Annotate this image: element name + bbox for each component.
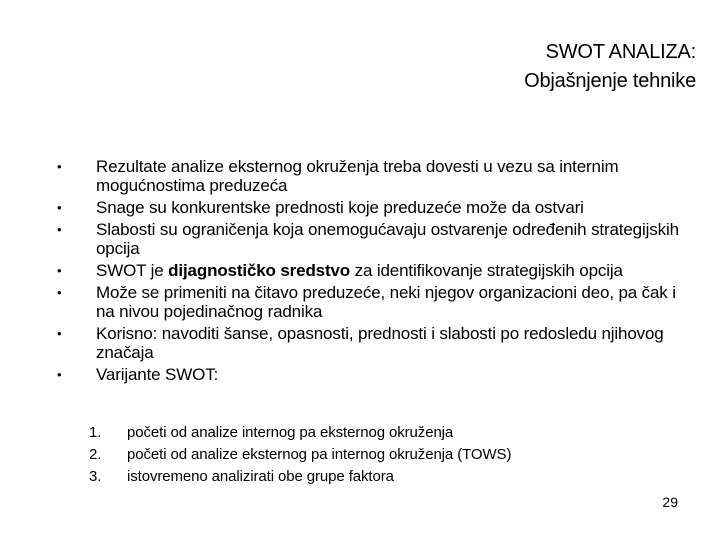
variant-item bbox=[0, 444, 720, 466]
bullet-text: Slabosti su ograničenja koja onemogućavaju ostvarenje određenih strategijskih opcija bbox=[96, 220, 679, 258]
variant-text: početi od analize eksternog pa internog okruženja (TOWS) bbox=[127, 446, 512, 463]
bullet-dot-icon: • bbox=[57, 367, 62, 382]
variant-item bbox=[0, 466, 720, 488]
bullet-text-bold: dijagnostičko sredstvo bbox=[168, 261, 351, 280]
title-line-2: Objašnjenje tehnike bbox=[524, 70, 696, 92]
variant-item bbox=[0, 422, 720, 444]
slide-title bbox=[524, 38, 696, 96]
bullet-item bbox=[0, 261, 720, 280]
bullet-text: Može se primeniti na čitavo preduzeće, neki njegov organizacioni deo, pa čak i na nivou pojedinačnog radnika bbox=[96, 283, 676, 321]
bullet-dot-icon: • bbox=[57, 285, 62, 300]
bullet-dot-icon: • bbox=[57, 222, 62, 237]
bullet-text: Rezultate analize eksternog okruženja treba dovesti u vezu sa internim mogućnostima preduzeća bbox=[96, 157, 619, 195]
bullet-text-after: za identifikovanje strategijskih opcija bbox=[350, 261, 623, 280]
bullet-dot-icon: • bbox=[57, 326, 62, 341]
variants-list bbox=[0, 422, 720, 488]
bullet-dot-icon: • bbox=[57, 159, 62, 174]
bullet-dot-icon: • bbox=[57, 263, 62, 278]
variant-number: 2. bbox=[89, 446, 102, 463]
variant-text: početi od analize internog pa eksternog okruženja bbox=[127, 424, 454, 441]
variant-number: 1. bbox=[89, 424, 102, 441]
bullet-item bbox=[0, 324, 720, 362]
bullet-list bbox=[0, 157, 720, 384]
bullet-text: Korisno: navoditi šanse, opasnosti, prednosti i slabosti po redosledu njihovog značaja bbox=[96, 324, 664, 362]
bullet-text bbox=[96, 261, 696, 280]
bullet-text-before: SWOT je bbox=[96, 261, 169, 280]
page-number: 29 bbox=[662, 494, 678, 510]
bullet-item bbox=[0, 157, 720, 195]
bullet-item bbox=[0, 365, 720, 384]
variant-number: 3. bbox=[89, 468, 102, 485]
bullet-text: Varijante SWOT: bbox=[96, 365, 219, 384]
variant-text: istovremeno analizirati obe grupe faktora bbox=[127, 468, 394, 485]
bullet-text: Snage su konkurentske prednosti koje preduzeće može da ostvari bbox=[96, 198, 584, 217]
bullet-item bbox=[0, 220, 720, 258]
bullet-dot-icon: • bbox=[57, 200, 62, 215]
title-line-1: SWOT ANALIZA: bbox=[545, 41, 696, 63]
bullet-item bbox=[0, 283, 720, 321]
bullet-item bbox=[0, 198, 720, 217]
